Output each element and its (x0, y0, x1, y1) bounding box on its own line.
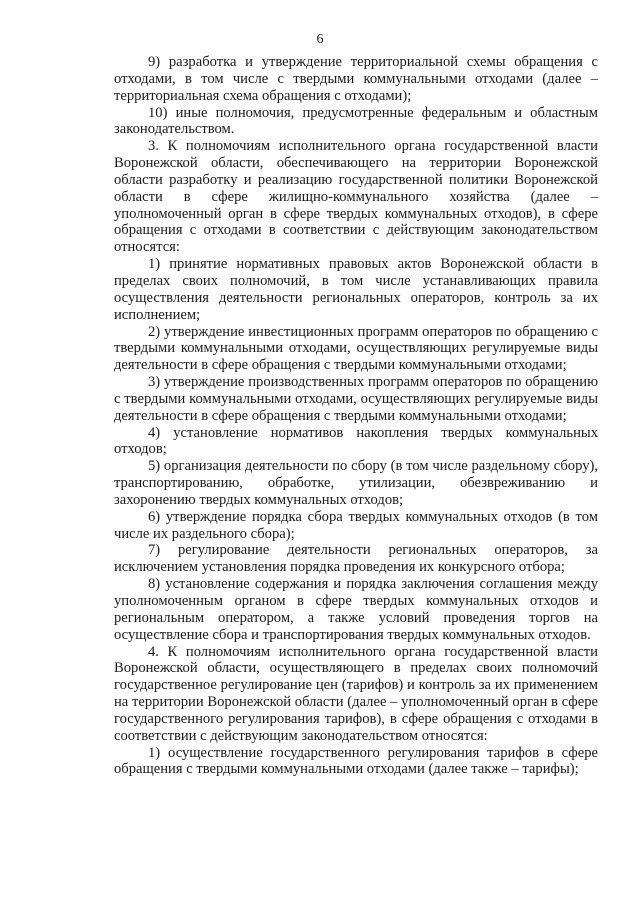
paragraph-section-3-item-7: 7) регулирование деятельности региональных операторов, за исключением установления порядка проведения их конкурсного отбора; (114, 542, 598, 576)
document-body (114, 54, 598, 778)
paragraph-section-4: 4. К полномочиям исполнительного органа государственной власти Воронежской области, осуществляющего в пределах своих полномочий государственное регулирование цен (тарифов) и контроль за их применением на территории Воронежской области (далее – уполномоченный орган в сфере государственного регулирования тарифов), в сфере обращения с отходами в соответствии с действующим законодательством относятся: (114, 643, 598, 744)
paragraph-section-3-item-2: 2) утверждение инвестиционных программ операторов по обращению с твердыми коммунальными отходами, осуществляющих регулируемые виды деятельности в сфере обращения с твердыми коммунальными отходами; (114, 323, 598, 374)
paragraph-section-3-item-4: 4) установление нормативов накопления твердых коммунальных отходов; (114, 424, 598, 458)
paragraph-item-9: 9) разработка и утверждение территориальной схемы обращения с отходами, в том числе с твердыми коммунальными отходами (далее – территориальная схема обращения с отходами); (114, 54, 598, 104)
paragraph-section-3-item-6: 6) утверждение порядка сбора твердых коммунальных отходов (в том числе их раздельного сбора); (114, 508, 598, 542)
paragraph-item-10: 10) иные полномочия, предусмотренные федеральным и областным законодательством. (114, 104, 598, 138)
paragraph-section-4-item-1: 1) осуществление государственного регулирования тарифов в сфере обращения с твердыми коммунальными отходами (далее также – тарифы); (114, 744, 598, 778)
paragraph-section-3-item-3: 3) утверждение производственных программ операторов по обращению с твердыми коммунальными отходами, осуществляющих регулируемые виды деятельности в сфере обращения с твердыми коммунальными отходами; (114, 374, 598, 424)
paragraph-section-3-item-5: 5) организация деятельности по сбору (в том числе раздельному сбору), транспортированию, обработке, утилизации, обезвреживанию и захоронению твердых коммунальных отходов; (114, 458, 598, 508)
paragraph-section-3-item-8: 8) установление содержания и порядка заключения соглашения между уполномоченным органом в сфере твердых коммунальных отходов и региональным оператором, а также условий проведения торгов на осуществление сбора и транспортирования твердых коммунальных отходов. (114, 576, 598, 643)
paragraph-section-3-item-1: 1) принятие нормативных правовых актов Воронежской области в пределах своих полномочий, в том числе устанавливающих правила осуществления деятельности региональных операторов, контроль за их исполнением; (114, 256, 598, 323)
paragraph-section-3: 3. К полномочиям исполнительного органа государственной власти Воронежской области, обеспечивающего на территории Воронежской области разработку и реализацию государственной политики Воронежской области в сфере жилищно-коммунального хозяйства (далее – уполномоченный орган в сфере твердых коммунальных отходов), в сфере обращения с отходами в соответствии с действующим законодательством относятся: (114, 138, 598, 256)
page-number: 6 (316, 32, 324, 47)
